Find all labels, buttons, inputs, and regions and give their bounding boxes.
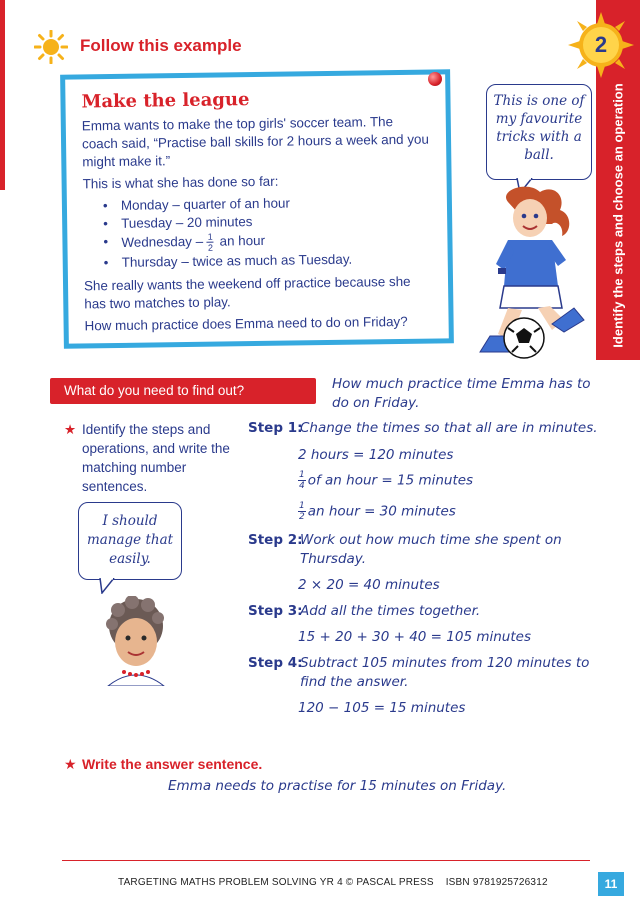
find-out-answer: How much practice time Emma has to do on Friday.: [332, 376, 591, 411]
step-2-text: Work out how much time she spent on: [300, 532, 562, 548]
boy-illustration: [96, 596, 176, 686]
side-tab-label: Identify the steps and choose an operation: [610, 82, 626, 348]
step-4-text: Subtract 105 minutes from 120 minutes to: [300, 655, 590, 671]
example-question: How much practice does Emma need to do on Friday?: [84, 313, 408, 334]
step-2-text-cont: Thursday.: [300, 551, 367, 567]
answer-label: Write the answer sentence.: [82, 756, 263, 772]
list-item: • Monday – quarter of an hour: [103, 193, 433, 216]
step-1-label: Step 1:: [248, 420, 303, 436]
footer-divider: [62, 860, 590, 861]
fraction-half: $\frac{1}{2}$: [299, 501, 305, 522]
step-4-line: 120 − 105 = 15 minutes: [298, 700, 466, 716]
list-item: • Thursday – twice as much as Tuesday.: [104, 250, 434, 273]
step-3-text: Add all the times together.: [300, 603, 481, 619]
sun-icon: [34, 30, 68, 64]
example-list: [103, 193, 434, 273]
bubble-tail-icon: [98, 578, 118, 594]
step-1-text: Change the times so that all are in minutes.: [300, 420, 598, 436]
list-item-text: Wednesday –: [121, 233, 204, 250]
instruction-text: Identify the steps and operations, and write the matching number sentences.: [82, 422, 230, 494]
step-3-line: 15 + 20 + 30 + 40 = 105 minutes: [298, 629, 531, 645]
example-intro: Emma wants to make the top girls' soccer team. The coach said, “Practise ball skills for 2 hours a week and you might make it.”: [81, 114, 429, 170]
page-number: 11: [604, 877, 618, 891]
example-title: Make the league: [81, 89, 250, 113]
step-4-label: Step 4:: [248, 655, 303, 671]
list-item-text: an hour: [219, 232, 266, 249]
answer-text: Emma needs to practise for 15 minutes on Friday.: [168, 778, 507, 794]
find-out-label: What do you need to find out?: [64, 383, 245, 398]
instruction: [64, 420, 236, 496]
star-icon: ★: [64, 422, 77, 437]
step-1-line-3: $\frac{1}{2}$ an hour = 30 minutes: [299, 501, 456, 522]
star-icon: ★: [64, 756, 77, 772]
step-1-line-2: $\frac{1}{4}$ of an hour = 15 minutes: [299, 470, 474, 491]
list-item: • Tuesday – 20 minutes: [103, 211, 433, 234]
soccer-girl-illustration: [468, 180, 592, 366]
left-edge-bar: [0, 0, 5, 190]
example-box: [60, 69, 454, 348]
pin-icon: [428, 72, 442, 86]
girl-speech-text: This is one of my favourite tricks with a ball.: [493, 93, 585, 163]
boy-speech-text: I should manage that easily.: [86, 513, 174, 567]
footer-text: TARGETING MATHS PROBLEM SOLVING YR 4 © PASCAL PRESS ISBN 9781925726312: [118, 877, 548, 888]
section-number: 2: [594, 32, 608, 57]
example-weekend: She really wants the weekend off practice because she has two matches to play.: [83, 273, 411, 312]
step-4-text-cont: find the answer.: [300, 674, 409, 690]
page-title: Follow this example: [80, 36, 242, 55]
step-1-line-1: 2 hours = 120 minutes: [298, 447, 454, 463]
example-lead: This is what she has done so far:: [82, 173, 279, 192]
step-3-label: Step 3:: [248, 603, 303, 619]
fraction-half: $\frac{1}{2}$: [207, 231, 213, 253]
step-2-line: 2 × 20 = 40 minutes: [298, 577, 440, 593]
step-2-label: Step 2:: [248, 532, 303, 548]
fraction-quarter: $\frac{1}{4}$: [299, 470, 305, 491]
